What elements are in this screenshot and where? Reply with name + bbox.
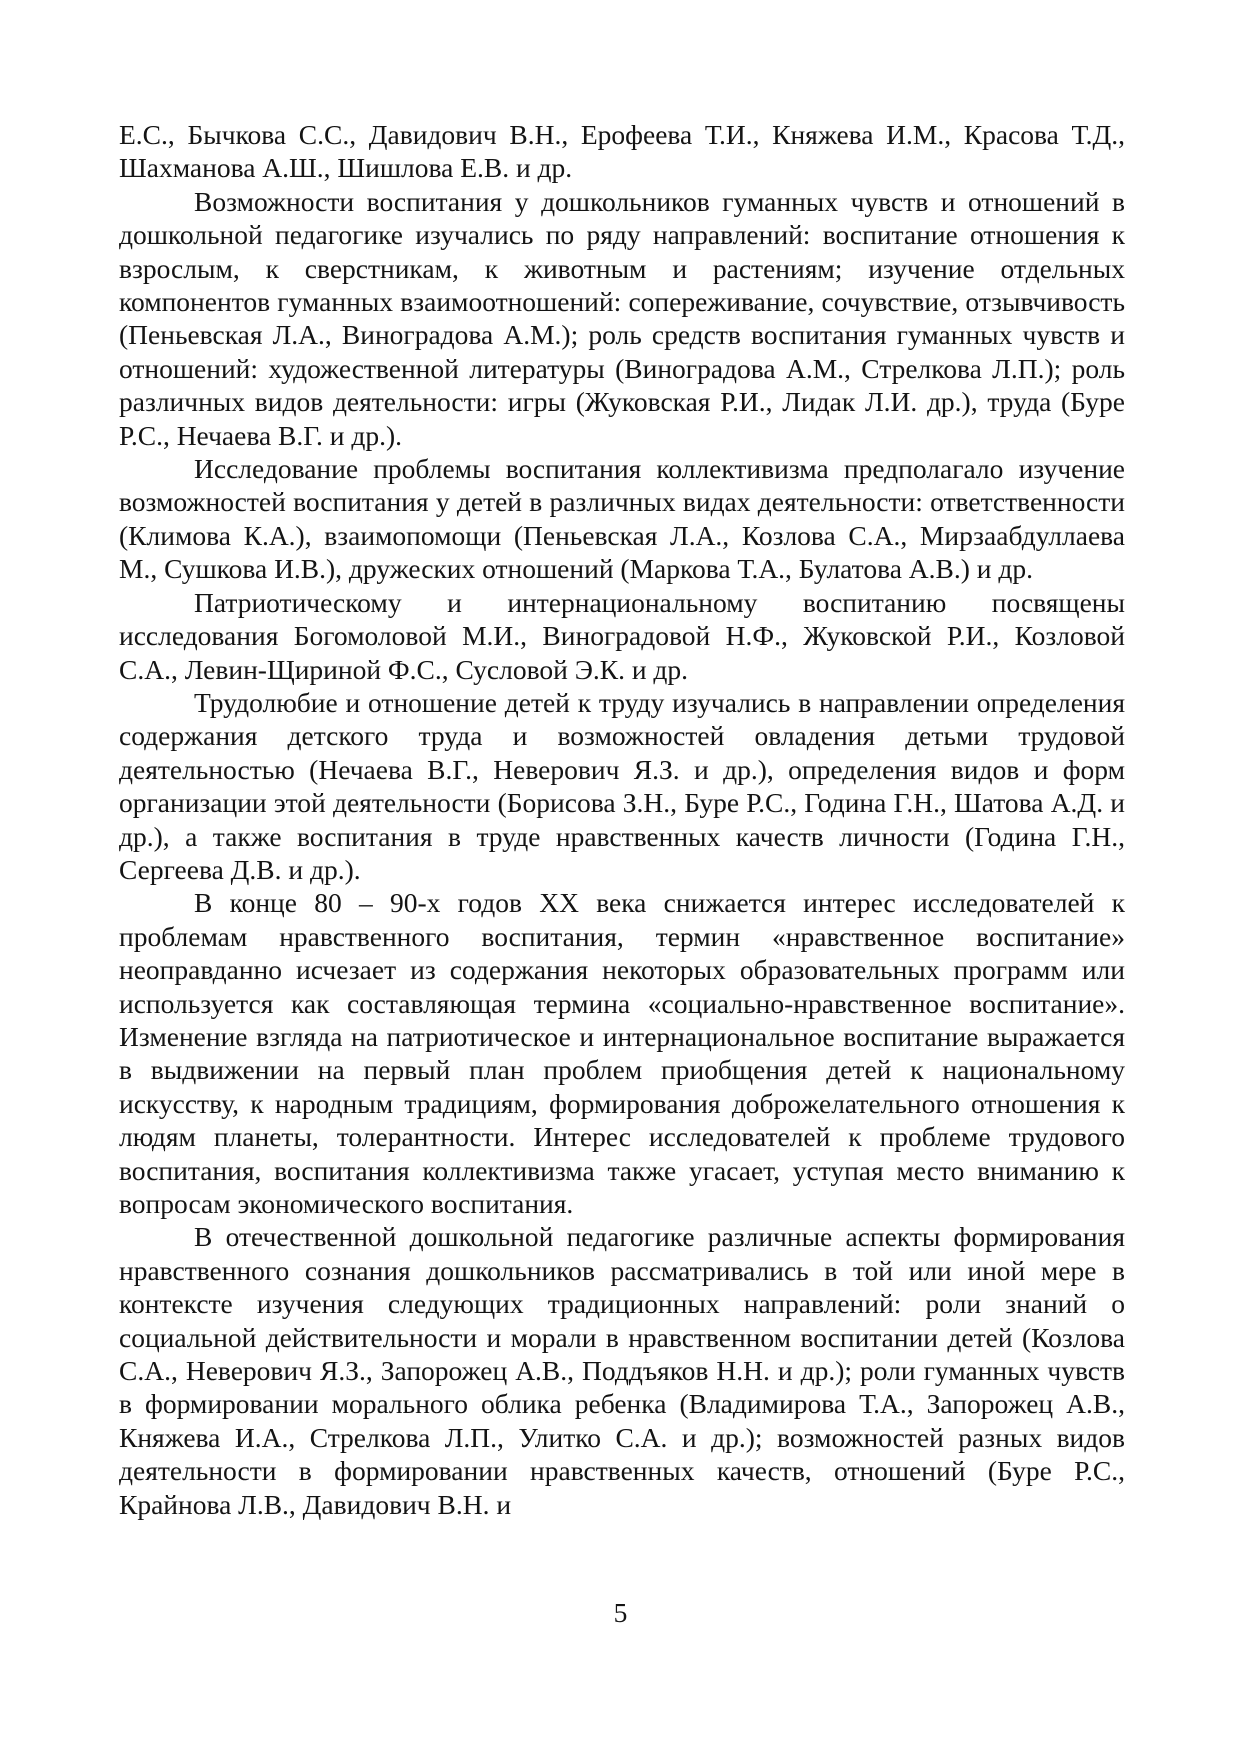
paragraph-80s-90s: В конце 80 – 90-х годов XX века снижается интерес исследователей к проблемам нравственного воспитания, термин «нравственное воспитание» неоправданно исчезает из содержания некоторых образовательных программ или используется как составляющая термина «социально-нравственное воспитание». Изменение взгляда на патриотическое и интернациональное воспитание выражается в выдвижении на первый план проблем приобщения детей к национальному искусству, к народным традициям, формирования доброжелательного отношения к людям планеты, толерантности. Интерес исследователей к проблеме трудового воспитания, воспитания коллективизма также угасает, уступая место вниманию к вопросам экономического воспитания. [119, 887, 1125, 1219]
paragraph-labor: Трудолюбие и отношение детей к труду изучались в направлении определения содержания детского труда и возможностей овладения детьми трудовой деятельностью (Нечаева В.Г., Неверович Я.З. и др.), определения видов и форм организации этой деятельности (Борисова З.Н., Буре Р.С., Година Г.Н., Шатова А.Д. и др.), а также воспитания в труде нравственных качеств личности (Година Г.Н., Сергеева Д.В. и др.). [119, 686, 1125, 885]
page-number: 5 [613, 1597, 628, 1628]
body-text [119, 118, 1125, 1521]
paragraph-continuation: Е.С., Бычкова С.С., Давидович В.Н., Ерофеева Т.И., Княжева И.М., Красова Т.Д., Шахманова А.Ш., Шишлова Е.В. и др. [119, 119, 1125, 184]
paragraph-patriotic: Патриотическому и интернациональному воспитанию посвящены исследования Богомоловой М.И., Виноградовой Н.Ф., Жуковской Р.И., Козловой С.А., Левин-Щириной Ф.С., Сусловой Э.К. и др. [119, 586, 1125, 685]
paragraph-humane-feelings: Возможности воспитания у дошкольников гуманных чувств и отношений в дошкольной педагогике изучались по ряду направлений: воспитание отношения к взрослым, к сверстникам, к животным и растениям; изучение отдельных компонентов гуманных взаимоотношений: сопереживание, сочувствие, отзывчивость (Пеньевская Л.А., Виноградова А.М.); роль средств воспитания гуманных чувств и отношений: художественной литературы (Виноградова А.М., Стрелкова Л.П.); роль различных видов деятельности: игры (Жуковская Р.И., Лидак Л.И. др.), труда (Буре Р.С., Нечаева В.Г. и др.). [119, 185, 1125, 451]
paragraph-collectivism: Исследование проблемы воспитания коллективизма предполагало изучение возможностей воспитания у детей в различных видах деятельности: ответственности (Климова К.А.), взаимопомощи (Пеньевская Л.А., Козлова С.А., Мирзаабдуллаева М., Сушкова И.В.), дружеских отношений (Маркова Т.А., Булатова А.В.) и др. [119, 453, 1125, 585]
paragraph-moral-consciousness: В отечественной дошкольной педагогике различные аспекты формирования нравственного сознания дошкольников рассматривались в той или иной мере в контексте изучения следующих традиционных направлений: роли знаний о социальной действительности и морали в нравственном воспитании детей (Козлова С.А., Неверович Я.З., Запорожец А.В., Поддъяков Н.Н. и др.); роли гуманных чувств в формировании морального облика ребенка (Владимирова Т.А., Запорожец А.В., Княжева И.А., Стрелкова Л.П., Улитко С.А. и др.); возможностей разных видов деятельности в формировании нравственных качеств, отношений (Буре Р.С., Крайнова Л.В., Давидович В.Н. и [119, 1221, 1125, 1520]
